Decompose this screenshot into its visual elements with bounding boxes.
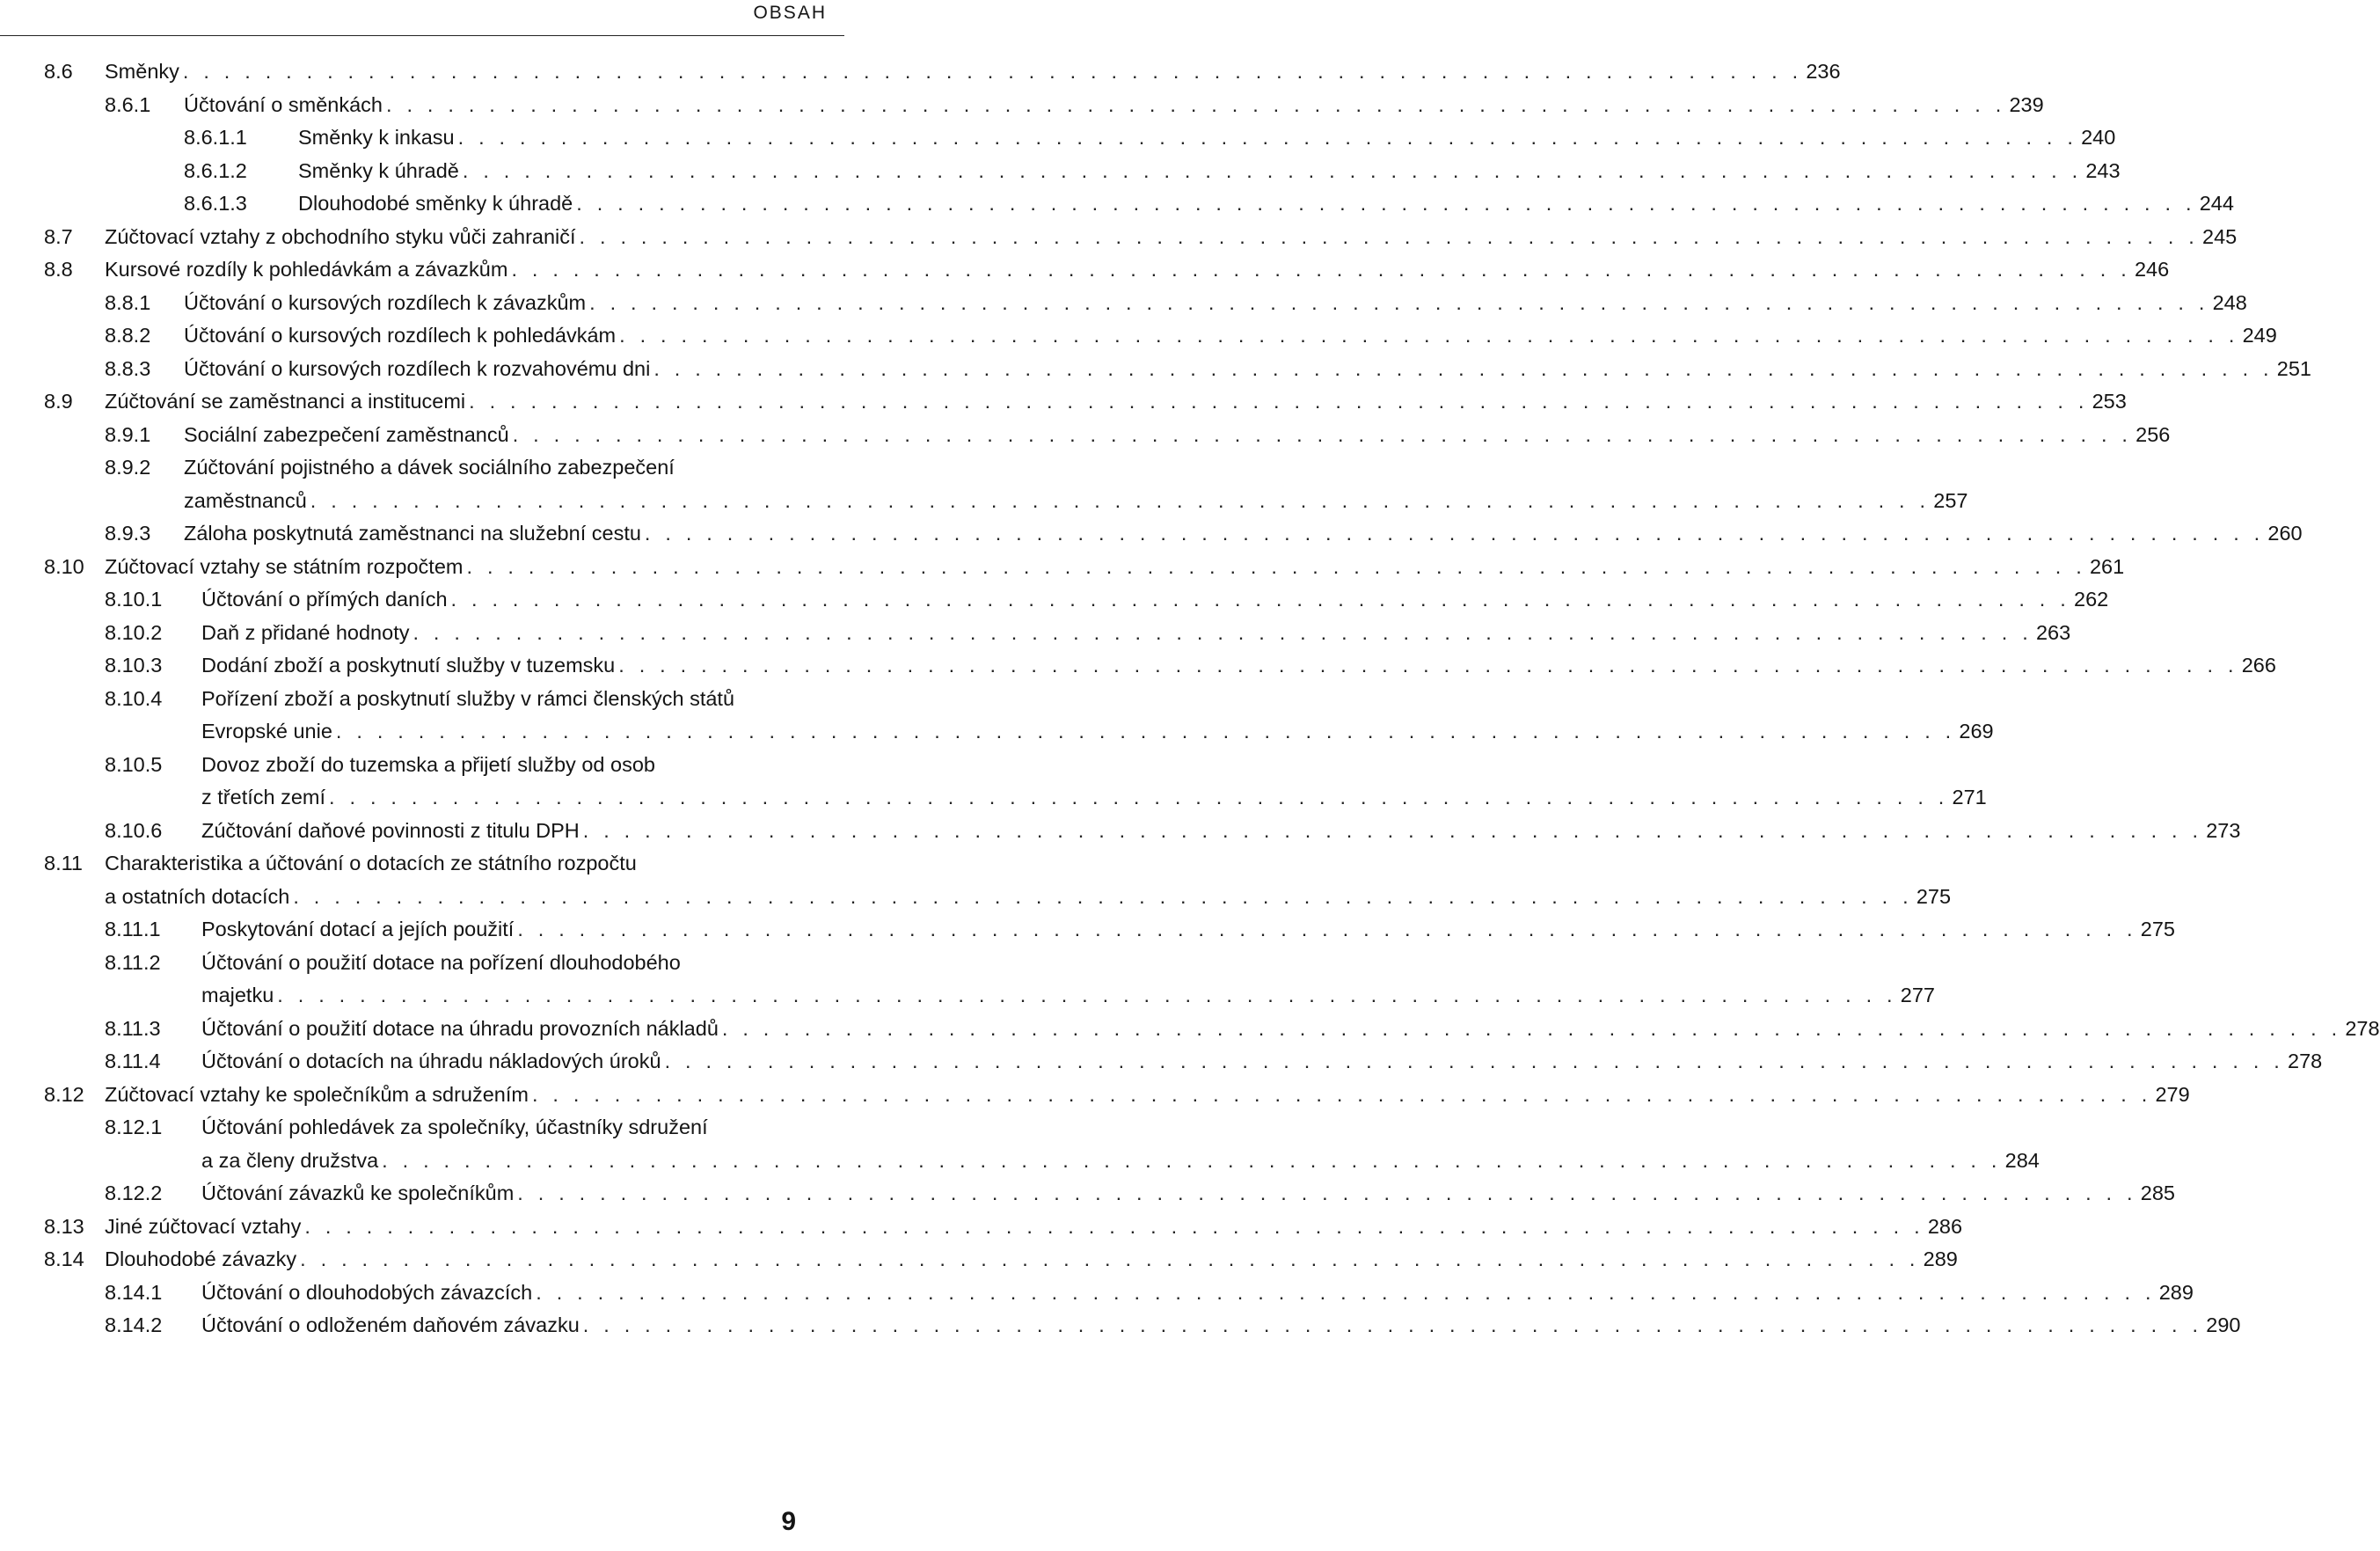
dot-leader: . . . . . . . . . . . . . . . . . . . . . . . . . . . . . . . . . . . . . . . . . . . . . . . . . . . . . . . . . . . . . . . . . . . . . . . . . . . . . . . — [721, 1016, 2342, 1040]
toc-entry-number: 8.9.1 — [105, 422, 151, 446]
toc-entry-number: 8.10 — [44, 554, 84, 578]
toc-entry-number: 8.9.3 — [105, 522, 151, 545]
toc-entry-page: 262 — [2074, 588, 2109, 611]
dot-leader: . . . . . . . . . . . . . . . . . . . . . . . . . . . . . . . . . . . . . . . . . . . . . . . . . . . . . . . . . . . . . . . . . . . . . . . . . . . . . . . — [511, 258, 2131, 281]
toc-entry-number: 8.11.1 — [105, 918, 161, 940]
toc-entry-page: 277 — [1900, 984, 1935, 1006]
toc-entry-line — [201, 815, 2241, 848]
toc-entry — [44, 155, 2121, 188]
toc-entry-page: 269 — [1959, 720, 1994, 743]
toc-entry-line — [201, 1013, 2380, 1046]
toc-entry-title: Účtování o odloženém daňovém závazku — [201, 1313, 580, 1336]
toc-entry — [44, 749, 1987, 815]
toc-entry-page: 271 — [1952, 786, 1987, 808]
toc-entry — [44, 221, 2238, 254]
toc-entry — [44, 353, 2311, 386]
toc-entry-title: Účtování o přímých daních — [201, 588, 448, 611]
toc-entry-number: 8.11.4 — [105, 1050, 161, 1072]
toc-entry-title: Zúčtování pojistného a dávek sociálního zabezpečení — [184, 456, 675, 479]
dot-leader: . . . . . . . . . . . . . . . . . . . . . . . . . . . . . . . . . . . . . . . . . . . . . . . . . . . . . . . . . . . . . . . . . . . . . . . . . . . . . . . — [277, 984, 1897, 1006]
toc-entry-line — [184, 419, 2171, 452]
toc-entry-number: 8.11.2 — [105, 950, 161, 974]
toc-entry-line — [105, 881, 1952, 914]
dot-leader: . . . . . . . . . . . . . . . . . . . . . . . . . . . . . . . . . . . . . . . . . . . . . . . . . . . . . . . . . . . . . . . . . . . . . . . . . . . . . . . — [582, 818, 2203, 842]
toc-entry-number: 8.6.1.2 — [184, 158, 247, 182]
toc-entry — [44, 1177, 2175, 1211]
toc-entry-number: 8.8 — [44, 258, 73, 281]
toc-entry-page: 278 — [2345, 1016, 2380, 1040]
toc-entry-title: Dlouhodobé závazky — [105, 1247, 297, 1270]
toc-entry-line — [184, 353, 2311, 386]
toc-entry — [44, 1211, 1963, 1244]
toc-entry-page: 256 — [2135, 422, 2171, 446]
toc-entry-page: 279 — [2155, 1082, 2190, 1106]
toc-entry — [44, 551, 2125, 584]
toc-entry-title: Účtování pohledávek za společníky, účastníky sdružení — [201, 1116, 708, 1138]
dot-leader: . . . . . . . . . . . . . . . . . . . . . . . . . . . . . . . . . . . . . . . . . . . . . . . . . . . . . . . . . . . . . . . . . . . . . . . . . . . . . . . — [664, 1050, 2285, 1072]
toc-entry — [44, 1013, 2380, 1046]
toc-entry-line — [184, 485, 1968, 518]
toc-entry — [44, 89, 2044, 122]
dot-leader: . . . . . . . . . . . . . . . . . . . . . . . . . . . . . . . . . . . . . . . . . . . . . . . . . . . . . . . . . . . . . . . . . . . . . . . . . . . . . . . — [517, 1182, 2137, 1204]
toc-entry-page: 285 — [2140, 1182, 2175, 1204]
toc-entry — [44, 583, 2109, 617]
toc-entry-line — [105, 253, 2170, 287]
toc-entry-line — [184, 89, 2044, 122]
running-header — [0, 0, 844, 35]
toc-entry-title: z třetích zemí — [201, 786, 326, 808]
toc-entry-title: majetku — [201, 984, 274, 1006]
toc-entry-page: 251 — [2276, 356, 2311, 380]
toc-entry-number: 8.11 — [44, 852, 83, 874]
toc-entry-line — [105, 551, 2125, 584]
toc-entry — [44, 947, 1935, 1013]
dot-leader: . . . . . . . . . . . . . . . . . . . . . . . . . . . . . . . . . . . . . . . . . . . . . . . . . . . . . . . . . . . . . . . . . . . . . . . . . . . . . . . — [619, 324, 2239, 347]
toc-entry-number: 8.10.6 — [105, 818, 163, 842]
toc-entry-title: Jiné zúčtovací vztahy — [105, 1214, 302, 1238]
toc-entry-number: 8.10.1 — [105, 588, 163, 611]
toc-entry-number: 8.10.2 — [105, 620, 163, 644]
toc-entry-title: Dlouhodobé směnky k úhradě — [298, 192, 573, 215]
toc-entry — [44, 815, 2241, 848]
toc-entry — [44, 1111, 2040, 1177]
toc-entry-line — [201, 1145, 2040, 1178]
toc-entry-line — [105, 55, 1841, 89]
toc-entry-page: 290 — [2206, 1313, 2241, 1336]
toc-entry-title: Zúčtovací vztahy ke společníkům a sdružením — [105, 1082, 529, 1106]
toc-entry-title: Dovoz zboží do tuzemska a přijetí služby od osob — [201, 752, 655, 776]
toc-entry-page: 257 — [1933, 488, 1968, 512]
toc-entry — [44, 517, 2303, 551]
toc-entry-page: 245 — [2202, 224, 2238, 248]
toc-entry-title: Účtování závazků ke společníkům — [201, 1182, 515, 1204]
toc-entry-line — [105, 221, 2238, 254]
toc-entry-page: 248 — [2212, 290, 2247, 314]
toc-entry-title: Pořízení zboží a poskytnutí služby v rámci členských států — [201, 686, 735, 710]
dot-leader: . . . . . . . . . . . . . . . . . . . . . . . . . . . . . . . . . . . . . . . . . . . . . . . . . . . . . . . . . . . . . . . . . . . . . . . . . . . . . . . — [329, 786, 1949, 808]
dot-leader: . . . . . . . . . . . . . . . . . . . . . . . . . . . . . . . . . . . . . . . . . . . . . . . . . . . . . . . . . . . . . . . . . . . . . . . . . . . . . . . — [582, 1313, 2203, 1336]
toc-entry-line — [298, 187, 2234, 221]
toc-entry-number: 8.10.4 — [105, 686, 163, 710]
dot-leader: . . . . . . . . . . . . . . . . . . . . . . . . . . . . . . . . . . . . . . . . . . . . . . . . . . . . . . . . . . . . . . . . . . . . . . . . . . . . . . . — [469, 390, 2089, 413]
toc-entry-number: 8.9.2 — [105, 456, 151, 479]
dot-leader: . . . . . . . . . . . . . . . . . . . . . . . . . . . . . . . . . . . . . . . . . . . . . . . . . . . . . . . . . . . . . . . . . . . . . . . . . . . . . . . — [466, 554, 2086, 578]
toc-entry-page: 244 — [2199, 192, 2234, 215]
toc-entry-title: Směnky — [105, 60, 179, 83]
toc-entry — [44, 913, 2175, 947]
dot-leader: . . . . . . . . . . . . . . . . . . . . . . . . . . . . . . . . . . . . . . . . . . . . . . . . . . . . . . . . . . . . . . . . . . . . . . . . . . . . . . . — [382, 1148, 2002, 1172]
toc-entry — [44, 287, 2247, 320]
toc-entry-title: Poskytování dotací a jejích použití — [201, 918, 515, 940]
toc-entry-line — [184, 451, 818, 485]
toc-entry-number: 8.14.1 — [105, 1280, 163, 1304]
toc-entry-line — [105, 1079, 2190, 1112]
toc-entry-title: Zúčtovací vztahy z obchodního styku vůči zahraničí — [105, 224, 576, 248]
toc-entry-line — [105, 847, 818, 881]
toc-entry-number: 8.9 — [44, 390, 73, 413]
dot-leader: . . . . . . . . . . . . . . . . . . . . . . . . . . . . . . . . . . . . . . . . . . . . . . . . . . . . . . . . . . . . . . . . . . . . . . . . . . . . . . . — [653, 356, 2274, 380]
toc-entry-title: Charakteristika a účtování o dotacích ze státního rozpočtu — [105, 852, 637, 874]
toc-entry-page: 260 — [2267, 522, 2303, 545]
toc-entry-title: Účtování o směnkách — [184, 92, 383, 116]
toc-entry-line — [201, 1111, 818, 1145]
toc-entry — [44, 419, 2171, 452]
toc-entry-line — [201, 979, 1935, 1013]
toc-entry-number: 8.11.3 — [105, 1016, 161, 1040]
toc-entry-line — [201, 1309, 2241, 1342]
toc-entry-number: 8.12.1 — [105, 1116, 163, 1138]
dot-leader: . . . . . . . . . . . . . . . . . . . . . . . . . . . . . . . . . . . . . . . . . . . . . . . . . . . . . . . . . . . . . . . . . . . . . . . . . . . . . . . — [385, 92, 2006, 116]
toc-entry — [44, 253, 2170, 287]
toc-entry-line — [201, 913, 2175, 947]
toc-entry-page: 236 — [1806, 60, 1841, 83]
toc-entry-line — [298, 121, 2116, 155]
toc-entry — [44, 649, 2276, 683]
toc-entry-title: Účtování o kursových rozdílech k pohledávkám — [184, 324, 617, 347]
toc-entry — [44, 451, 1968, 517]
toc-entry-line — [184, 517, 2303, 551]
dot-leader: . . . . . . . . . . . . . . . . . . . . . . . . . . . . . . . . . . . . . . . . . . . . . . . . . . . . . . . . . . . . . . . . . . . . . . . . . . . . . . . — [531, 1082, 2152, 1106]
toc-entry — [44, 121, 2116, 155]
dot-leader: . . . . . . . . . . . . . . . . . . . . . . . . . . . . . . . . . . . . . . . . . . . . . . . . . . . . . . . . . . . . . . . . . . . . . . . . . . . . . . . — [579, 224, 2200, 248]
toc-entry-number: 8.6.1.3 — [184, 192, 247, 215]
dot-leader: . . . . . . . . . . . . . . . . . . . . . . . . . . . . . . . . . . . . . . . . . . . . . . . . . . . . . . . . . . . . . . . . . . . . . . . . . . . . . . . — [457, 126, 2078, 149]
dot-leader: . . . . . . . . . . . . . . . . . . . . . . . . . . . . . . . . . . . . . . . . . . . . . . . . . . . . . . . . . . . . . . . . . . . . . . . . . . . . . . . — [304, 1214, 1924, 1238]
toc-entry-number: 8.12 — [44, 1082, 84, 1106]
toc-entry-title: Směnky k úhradě — [298, 158, 459, 182]
dot-leader: . . . . . . . . . . . . . . . . . . . . . . . . . . . . . . . . . . . . . . . . . . . . . . . . . . . . . . . . . . . . . . . . . . . . . . . . . . . . . . . — [576, 192, 2196, 215]
toc-entry-page: 239 — [2009, 92, 2044, 116]
toc-entry-title: Účtování o použití dotace na pořízení dlouhodobého — [201, 950, 681, 974]
dot-leader: . . . . . . . . . . . . . . . . . . . . . . . . . . . . . . . . . . . . . . . . . . . . . . . . . . . . . . . . . . . . . . . . . . . . . . . . . . . . . . . — [462, 158, 2083, 182]
toc-entry-page: 289 — [2158, 1280, 2194, 1304]
toc-entry-title: Zúčtovací vztahy se státním rozpočtem — [105, 554, 464, 578]
toc-entry-line — [105, 1211, 1963, 1244]
toc-entry-title: Evropské unie — [201, 720, 332, 743]
toc-entry-line — [201, 617, 2071, 650]
toc-entry-page: 289 — [1923, 1247, 1958, 1270]
toc-entry-title: Záloha poskytnutá zaměstnanci na služební cestu — [184, 522, 641, 545]
dot-leader: . . . . . . . . . . . . . . . . . . . . . . . . . . . . . . . . . . . . . . . . . . . . . . . . . . . . . . . . . . . . . . . . . . . . . . . . . . . . . . . — [517, 918, 2137, 940]
toc-entry-page: 246 — [2134, 258, 2170, 281]
toc-entry-line — [201, 781, 1987, 815]
toc-entry-page: 266 — [2241, 654, 2276, 677]
toc-entry-title: Účtování o kursových rozdílech k závazkům — [184, 290, 587, 314]
toc-entry-line — [201, 749, 818, 782]
toc-entry — [44, 1243, 1958, 1277]
dot-leader: . . . . . . . . . . . . . . . . . . . . . . . . . . . . . . . . . . . . . . . . . . . . . . . . . . . . . . . . . . . . . . . . . . . . . . . . . . . . . . . — [310, 488, 1931, 512]
toc-entry-line — [201, 683, 818, 716]
dot-leader: . . . . . . . . . . . . . . . . . . . . . . . . . . . . . . . . . . . . . . . . . . . . . . . . . . . . . . . . . . . . . . . . . . . . . . . . . . . . . . . — [536, 1280, 2156, 1304]
toc-entry-line — [201, 583, 2109, 617]
toc-entry-number: 8.8.1 — [105, 290, 151, 314]
toc-entry-title: Sociální zabezpečení zaměstnanců — [184, 422, 509, 446]
toc-entry-line — [201, 1177, 2175, 1211]
toc-entry-title: zaměstnanců — [184, 488, 307, 512]
toc-entry-page: 263 — [2035, 620, 2071, 644]
dot-leader: . . . . . . . . . . . . . . . . . . . . . . . . . . . . . . . . . . . . . . . . . . . . . . . . . . . . . . . . . . . . . . . . . . . . . . . . . . . . . . . — [300, 1247, 1920, 1270]
toc-entry-page: 275 — [1916, 884, 1952, 908]
toc-entry-title: Daň z přidané hodnoty — [201, 620, 410, 644]
toc-entry — [44, 1045, 2323, 1079]
toc-entry-title: Kursové rozdíly k pohledávkám a závazkům — [105, 258, 508, 281]
toc-entry-number: 8.6 — [44, 60, 73, 83]
toc-entry-title: Zúčtování daňové povinnosti z titulu DPH — [201, 818, 580, 842]
dot-leader: . . . . . . . . . . . . . . . . . . . . . . . . . . . . . . . . . . . . . . . . . . . . . . . . . . . . . . . . . . . . . . . . . . . . . . . . . . . . . . . — [644, 522, 2265, 545]
toc-entry — [44, 1079, 2190, 1112]
toc-entry-title: Účtování o kursových rozdílech k rozvahovému dni — [184, 356, 651, 380]
toc-entry-page: 243 — [2085, 158, 2121, 182]
toc-entry-line — [201, 1045, 2323, 1079]
toc-entry — [44, 319, 2277, 353]
toc-entry-number: 8.14 — [44, 1247, 84, 1270]
toc-entry-page: 286 — [1927, 1214, 1963, 1238]
toc-entry — [44, 187, 2234, 221]
toc-entry-line — [201, 649, 2276, 683]
toc-entry — [44, 617, 2071, 650]
toc-entry-number: 8.6.1.1 — [184, 126, 247, 149]
dot-leader: . . . . . . . . . . . . . . . . . . . . . . . . . . . . . . . . . . . . . . . . . . . . . . . . . . . . . . . . . . . . . . . . . . . . . . . . . . . . . . . — [335, 720, 1956, 743]
toc-entry-number: 8.6.1 — [105, 92, 151, 116]
toc-entry-page: 278 — [2288, 1050, 2323, 1072]
toc-entry-number: 8.8.2 — [105, 324, 151, 347]
dot-leader: . . . . . . . . . . . . . . . . . . . . . . . . . . . . . . . . . . . . . . . . . . . . . . . . . . . . . . . . . . . . . . . . . . . . . . . . . . . . . . . — [512, 422, 2133, 446]
toc-entry — [44, 55, 1841, 89]
toc-entry — [44, 1277, 2194, 1310]
header-rule — [0, 35, 844, 36]
toc-entry-line — [201, 1277, 2194, 1310]
toc-entry-page: 249 — [2242, 324, 2277, 347]
toc-entry-page: 240 — [2081, 126, 2116, 149]
toc-entry — [44, 385, 2127, 419]
dot-leader: . . . . . . . . . . . . . . . . . . . . . . . . . . . . . . . . . . . . . . . . . . . . . . . . . . . . . . . . . . . . . . . . . . . . . . . . . . . . . . . — [293, 884, 1913, 908]
toc-entry-line — [184, 319, 2277, 353]
toc-entry-page: 253 — [2092, 390, 2127, 413]
toc-entry-number: 8.7 — [44, 224, 73, 248]
toc-entry — [44, 847, 1952, 913]
toc-entry-page: 273 — [2206, 818, 2241, 842]
table-of-contents — [44, 55, 2380, 1342]
toc-entry-title: a ostatních dotacích — [105, 884, 290, 908]
toc-entry-page: 284 — [2004, 1148, 2040, 1172]
toc-entry-page: 261 — [2089, 554, 2125, 578]
toc-entry-page: 275 — [2140, 918, 2175, 940]
toc-entry-line — [298, 155, 2121, 188]
page-number: 9 — [781, 1507, 796, 1536]
toc-entry-number: 8.14.2 — [105, 1313, 163, 1336]
toc-entry-title: Zúčtování se zaměstnanci a institucemi — [105, 390, 466, 413]
toc-entry-title: Dodání zboží a poskytnutí služby v tuzemsku — [201, 654, 616, 677]
toc-entry-number: 8.10.3 — [105, 654, 163, 677]
toc-entry-line — [105, 1243, 1958, 1277]
toc-entry — [44, 683, 1994, 749]
toc-entry-title: a za členy družstva — [201, 1148, 379, 1172]
toc-entry-title: Směnky k inkasu — [298, 126, 455, 149]
dot-leader: . . . . . . . . . . . . . . . . . . . . . . . . . . . . . . . . . . . . . . . . . . . . . . . . . . . . . . . . . . . . . . . . . . . . . . . . . . . . . . . — [450, 588, 2070, 611]
toc-entry — [44, 1309, 2241, 1342]
toc-entry-number: 8.8.3 — [105, 356, 151, 380]
toc-entry-line — [105, 385, 2127, 419]
toc-entry-line — [201, 715, 1994, 749]
dot-leader: . . . . . . . . . . . . . . . . . . . . . . . . . . . . . . . . . . . . . . . . . . . . . . . . . . . . . . . . . . . . . . . . . . . . . . . . . . . . . . . — [589, 290, 2209, 314]
header-title: OBSAH — [753, 3, 827, 23]
toc-entry-title: Účtování o dotacích na úhradu nákladových úroků — [201, 1050, 661, 1072]
toc-entry-title: Účtování o dlouhodobých závazcích — [201, 1280, 533, 1304]
toc-entry-line — [184, 287, 2247, 320]
toc-entry-number: 8.13 — [44, 1214, 84, 1238]
toc-entry-number: 8.10.5 — [105, 752, 163, 776]
toc-entry-line — [201, 947, 818, 980]
toc-entry-title: Účtování o použití dotace na úhradu provozních nákladů — [201, 1016, 719, 1040]
dot-leader: . . . . . . . . . . . . . . . . . . . . . . . . . . . . . . . . . . . . . . . . . . . . . . . . . . . . . . . . . . . . . . . . . . . . . . . . . . . . . . . — [412, 620, 2033, 644]
dot-leader: . . . . . . . . . . . . . . . . . . . . . . . . . . . . . . . . . . . . . . . . . . . . . . . . . . . . . . . . . . . . . . . . . . . . . . . . . . . . . . . — [182, 60, 1803, 83]
toc-entry-number: 8.12.2 — [105, 1182, 163, 1204]
dot-leader: . . . . . . . . . . . . . . . . . . . . . . . . . . . . . . . . . . . . . . . . . . . . . . . . . . . . . . . . . . . . . . . . . . . . . . . . . . . . . . . — [618, 654, 2238, 677]
